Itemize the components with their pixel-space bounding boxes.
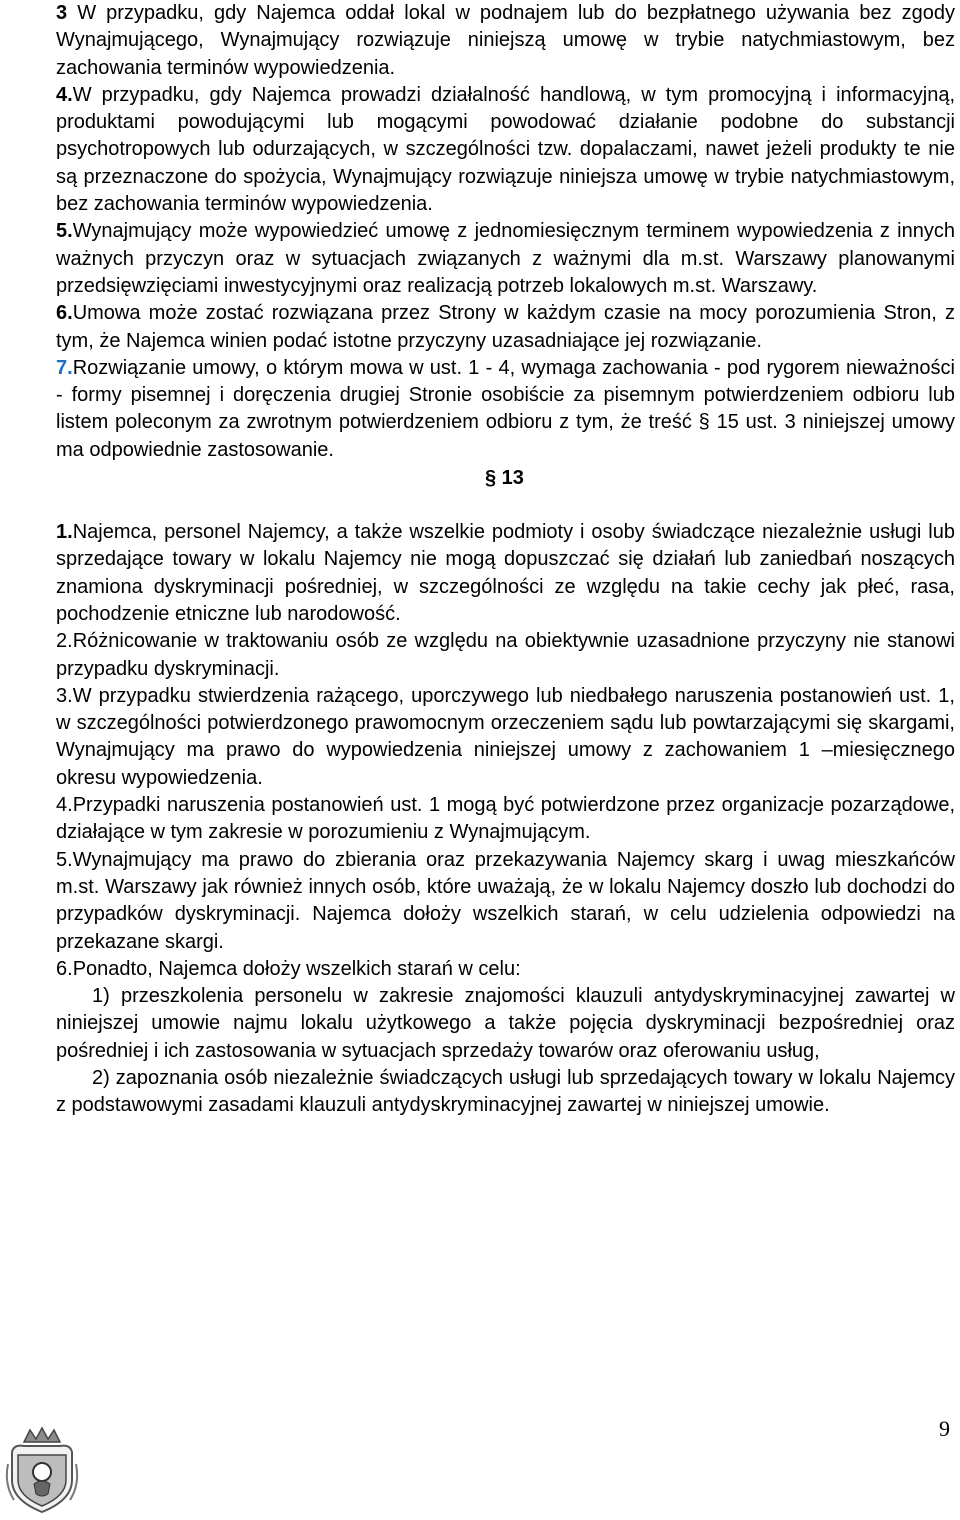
paragraph-number: 7. (56, 356, 73, 379)
paragraph-text: Ponadto, Najemca dołoży wszelkich starań w celu: (72, 957, 521, 980)
page-number: 9 (939, 1416, 950, 1441)
paragraph-number: 4. (56, 83, 73, 106)
paragraph-6 (56, 300, 955, 355)
paragraph-text: Wynajmujący ma prawo do zbierania oraz przekazywania Najemcy skarg i uwag mieszkańców m.st. Warszawy jak również innych osób, które uważają, że w lokalu Najemcy doszło lub dochodzi do przypadków dyskryminacji. Najemca dołoży wszelkich starań, w celu udzielenia odpowiedzi na przekazane skargi. (56, 848, 955, 953)
paragraph-number: 2. (56, 630, 73, 653)
paragraph-number: 5. (56, 220, 73, 243)
sub-item-2: 2) zapoznania osób niezależnie świadczących usługi lub sprzedających towary w lokalu Najemcy z podstawowymi zasadami klauzuli antydyskryminacyjnej zawartej w niniejszej umowie. (56, 1066, 955, 1117)
paragraph-number: 1. (56, 521, 73, 544)
paragraph-text: W przypadku, gdy Najemca prowadzi działalność handlową, w tym promocyjną i informacyjną, produktami powodującymi lub mogącymi powodować działanie podobne do substancji psychotropowych lub odurzających, w szczególności tzw. dopalaczami, nawet jeżeli produkty te nie są przeznaczone do spożycia, Wynajmujący rozwiązuje niniejsza umowę w trybie natychmiastowym, bez zachowania terminów wypowiedzenia. (56, 83, 955, 216)
section-paragraph-6 (56, 956, 955, 983)
paragraph-number: 3. (56, 684, 73, 707)
paragraph-text: Przypadki naruszenia postanowień ust. 1 mogą być potwierdzone przez organizacje pozarządowe, działające w tym zakresie w porozumieniu z Wynajmującym. (56, 794, 955, 844)
paragraph-3 (56, 0, 955, 82)
paragraph-text: W przypadku, gdy Najemca oddał lokal w podnajem lub do bezpłatnego używania bez zgody Wynajmującego, Wynajmujący rozwiązuje niniejszą umowę w trybie natychmiastowym, bez zachowania terminów wypowiedzenia. (56, 2, 956, 79)
paragraph-text: W przypadku stwierdzenia rażącego, uporczywego lub niedbałego naruszenia postanowień ust. 1, w szczególności potwierdzonego prawomocnym orzeczeniem sądu lub powtarzającymi się skargami, Wynajmujący ma prawo do wypowiedzenia niniejszej umowy z zachowaniem 1 –miesięcznego okresu wypowiedzenia. (56, 684, 955, 789)
section-paragraph-4 (56, 792, 955, 847)
paragraph-number: 3 (56, 2, 78, 24)
paragraph-text: Najemca, personel Najemcy, a także wszelkie podmioty i osoby świadczące niezależnie usługi lub sprzedające towary w lokalu Najemcy nie mogą dopuszczać się działań lub zaniedbań noszących znamiona dyskryminacji pośredniej, w szczególności ze względu na takie cechy jak płeć, rasa, pochodzenie etniczne lub narodowość. (56, 521, 955, 625)
paragraph-text: Rozwiązanie umowy, o którym mowa w ust. 1 - 4, wymaga zachowania - pod rygorem nieważności - formy pisemnej i doręczenia drugiej Stronie osobiście za pisemnym potwierdzeniem odbioru lub listem poleconym za zwrotnym potwierdzeniem odbioru z tym, że treść § 15 ust. 3 niniejszej umowy ma odpowiednie zastosowanie. (56, 356, 955, 461)
warsaw-coat-of-arms-icon (4, 1426, 80, 1514)
paragraph-number: 4. (56, 794, 73, 817)
paragraph-text: Różnicowanie w traktowaniu osób ze względu na obiektywnie uzasadnione przyczyny nie stanowi przypadku dyskryminacji. (56, 630, 955, 680)
section-paragraph-5 (56, 847, 955, 956)
document-body (56, 0, 955, 1120)
paragraph-7 (56, 355, 955, 464)
paragraph-number: 5. (56, 848, 73, 871)
paragraph-text: Umowa może zostać rozwiązana przez Strony w każdym czasie na mocy porozumienia Stron, z tym, że Najemca winien podać istotne przyczyny uzasadniające jej rozwiązanie. (56, 302, 955, 352)
section-heading: § 13 (485, 467, 524, 490)
section-paragraph-1 (56, 519, 955, 628)
paragraph-4 (56, 82, 955, 218)
paragraph-text: Wynajmujący może wypowiedzieć umowę z jednomiesięcznym terminem wypowiedzenia z innych ważnych przyczyn oraz w sytuacjach związanych z ważnymi dla m.st. Warszawy planowanymi przedsięwzięciami inwestycyjnymi oraz realizacją potrzeb lokalowych m.st. Warszawy. (56, 220, 955, 297)
section-paragraph-3 (56, 683, 955, 792)
sub-item-1: 1) przeszkolenia personelu w zakresie znajomości klauzuli antydyskryminacyjnej zawartej w niniejszej umowie najmu lokalu użytkowego a także pojęcia dyskryminacji bezpośredniej oraz pośredniej i ich zastosowania w sytuacjach sprzedaży towarów oraz oferowaniu usług, (56, 985, 955, 1062)
paragraph-number: 6. (56, 957, 73, 980)
paragraph-5 (56, 218, 955, 300)
section-paragraph-2 (56, 628, 955, 683)
paragraph-number: 6. (56, 302, 73, 325)
